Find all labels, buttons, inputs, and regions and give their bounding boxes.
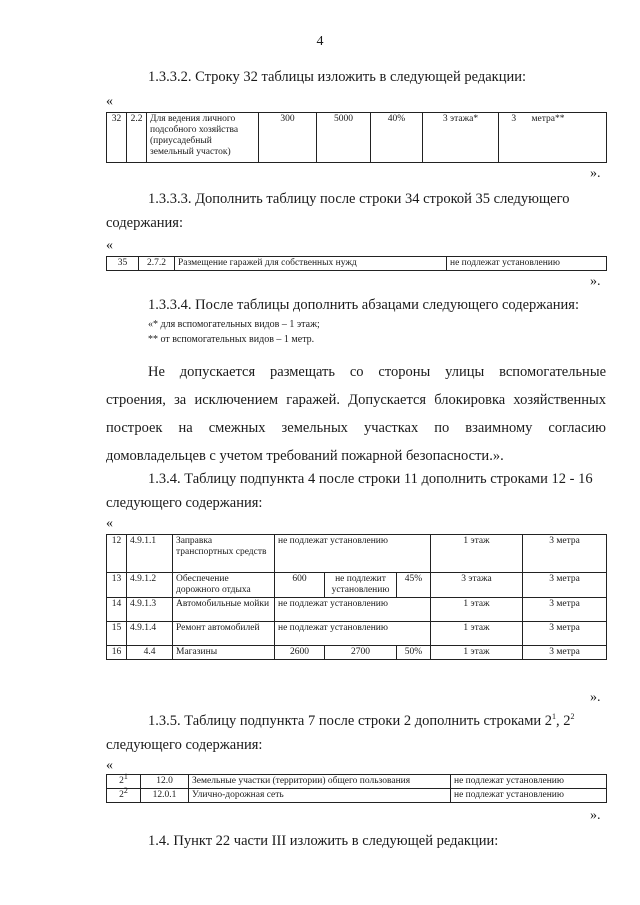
heading-1-4: 1.4. Пункт 22 части III изложить в следующей редакции: [148,833,499,849]
cell-min-area: 600 [275,573,325,598]
cell-code: 12.0.1 [141,789,189,803]
heading-1-3-3-3: 1.3.3.3. Дополнить таблицу после строки 34 строкой 35 следующего [148,191,570,207]
cell-number [107,785,141,803]
quote-open: « [106,94,113,109]
cell-distance-value: 3 [499,113,529,163]
heading-1-3-3-2: 1.3.3.2. Строку 32 таблицы изложить в следующей редакции: [148,69,527,85]
footnote-2: ** от вспомогательных видов – 1 метр. [148,334,315,345]
cell-number: 32 [107,113,127,163]
cell-floors: 3 этажа* [423,113,499,163]
cell-number: 12 [107,535,127,573]
cell-min-area: 300 [259,113,317,163]
cell-number-base: 2 [119,790,124,800]
cell-name: Магазины [173,646,275,660]
table-row [107,789,607,803]
cell-min-area: 2600 [275,646,325,660]
cell-number: 35 [107,257,139,271]
cell-code: 4.9.1.1 [127,535,173,573]
cell-span-value: не подлежат установлению [275,535,431,573]
cell-percent: 45% [397,573,431,598]
cell-code: 2.7.2 [139,257,175,271]
cell-max-area: не подлежит установлению [325,573,397,598]
cell-name: Ремонт автомобилей [173,622,275,646]
cell-distance: 3 метра [523,535,607,573]
quote-close: ». [590,166,601,181]
table-row [107,646,607,660]
table-row-32 [106,112,607,163]
heading-1-3-3-3-cont: содержания: [106,215,184,231]
heading-1-3-4-cont: следующего содержания: [106,495,263,511]
cell-code: 2.2 [127,113,147,163]
quote-open: « [106,758,113,773]
cell-floors: 1 этаж [431,622,523,646]
heading-1-3-5 [148,712,575,730]
quote-open: « [106,238,113,253]
cell-code: 4.9.1.3 [127,598,173,622]
cell-max-area: 2700 [325,646,397,660]
cell-floors: 1 этаж [431,535,523,573]
table-rows-2-1-2-2 [106,771,607,803]
cell-percent: 50% [397,646,431,660]
cell-floors: 1 этаж [431,598,523,622]
cell-code: 4.9.1.2 [127,573,173,598]
cell-number: 14 [107,598,127,622]
cell-floors: 3 этажа [431,573,523,598]
paragraph-1-3-3-4 [106,358,606,470]
cell-number: 15 [107,622,127,646]
cell-code: 4.4 [127,646,173,660]
cell-name: Для ведения личного подсобного хозяйства (приусадебный земельный участок) [147,113,259,163]
cell-name: Улично-дорожная сеть [189,789,451,803]
cell-number-base: 2 [119,776,124,786]
cell-name: Обеспечение дорожного отдыха [173,573,275,598]
cell-name: Заправка транспортных средств [173,535,275,573]
heading-text: , 2 [556,713,571,729]
cell-number: 16 [107,646,127,660]
table-row [107,622,607,646]
table-row-35 [106,256,607,271]
superscript: 1 [123,771,128,781]
cell-max-area: 5000 [317,113,371,163]
paragraph-line: Не допускается размещать со стороны улицы вспомогательные [148,364,606,380]
quote-close: ». [590,274,601,289]
paragraph-line: построек на смежных земельных участках по взаимному согласию [106,420,606,436]
cell-value: не подлежат установлению [451,775,607,789]
cell-number: 13 [107,573,127,598]
cell-distance: 3 метра [523,573,607,598]
table-row [107,113,607,163]
superscript: 2 [123,785,128,795]
superscript: 1 [552,712,557,722]
table-row [107,775,607,789]
page-number: 4 [316,34,324,49]
cell-span-value: не подлежат установлению [275,622,431,646]
paragraph-line: строения, за исключением гаражей. Допускается блокировка хозяйственных [106,392,606,408]
table-row [107,573,607,598]
cell-percent: 40% [371,113,423,163]
heading-1-3-5-cont: следующего содержания: [106,737,263,753]
cell-distance-unit: метра** [529,113,607,163]
cell-name: Автомобильные мойки [173,598,275,622]
cell-value: не подлежат установлению [451,789,607,803]
table-row [107,535,607,573]
cell-name: Земельные участки (территории) общего пользования [189,775,451,789]
cell-distance: 3 метра [523,646,607,660]
superscript: 2 [570,712,575,722]
cell-distance: 3 метра [523,598,607,622]
paragraph-line: домовладельцев с учетом требований пожарной безопасности.». [106,448,504,464]
cell-floors: 1 этаж [431,646,523,660]
cell-name: Размещение гаражей для собственных нужд [175,257,447,271]
cell-span-value: не подлежат установлению [275,598,431,622]
heading-1-3-4: 1.3.4. Таблицу подпункта 4 после строки 11 дополнить строками 12 - 16 [148,471,593,487]
table-row [107,598,607,622]
quote-close: ». [590,690,601,705]
cell-value: не подлежат установлению [447,257,607,271]
quote-close: ». [590,808,601,823]
table-row [107,257,607,271]
cell-code: 12.0 [141,775,189,789]
cell-code: 4.9.1.4 [127,622,173,646]
footnote-1: «* для вспомогательных видов – 1 этаж; [148,319,320,330]
heading-1-3-3-4: 1.3.3.4. После таблицы дополнить абзацами следующего содержания: [148,297,579,313]
heading-text: 1.3.5. Таблицу подпункта 7 после строки 2 дополнить строками 2 [148,713,553,729]
table-rows-12-16 [106,534,607,660]
quote-open: « [106,516,113,531]
cell-distance: 3 метра [523,622,607,646]
